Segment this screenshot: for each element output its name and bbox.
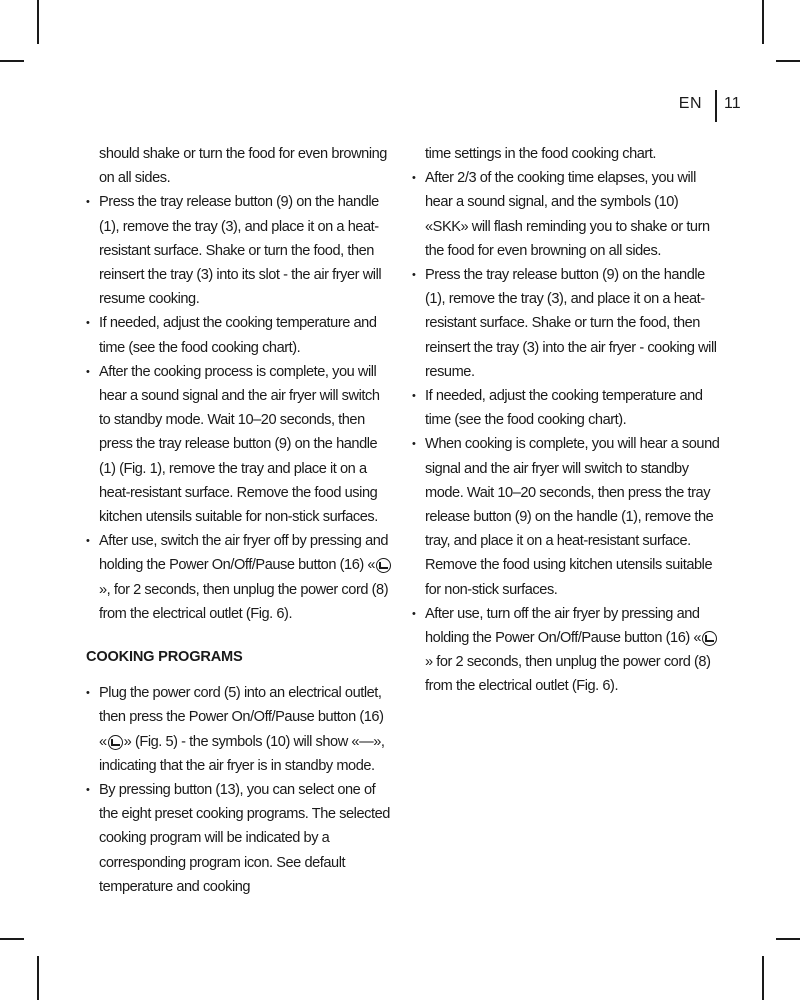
list-item-text: » for 2 seconds, then unplug the power cord (8) from the electrical outlet (Fig. 6). [425, 654, 711, 695]
list-item-text: After use, turn off the air fryer by pressing and holding the Power On/Off/Pause button (16) « [425, 605, 702, 647]
instruction-list [86, 681, 394, 899]
instruction-list [412, 166, 720, 698]
continued-text: time settings in the food cooking chart. [425, 146, 657, 162]
list-item: • If needed, adjust the cooking temperature and time (see the food cooking chart). [412, 384, 720, 432]
list-item: • Press the tray release button (9) on the handle (1), remove the tray (3), and place it on a heat-resistant surface. Shake or turn the food, then reinsert the tray (3) into the air fryer - cooking will resume. [412, 263, 720, 384]
power-pause-icon [376, 558, 391, 573]
list-item: • If needed, adjust the cooking temperature and time (see the food cooking chart). [86, 311, 394, 359]
list-item-text: Plug the power cord (5) into an electrical outlet, then press the Power On/Off/Pause button (16) « [99, 685, 384, 750]
crop-mark-bottom-left-v [37, 956, 39, 1000]
crop-mark-top-left-h [0, 60, 24, 62]
crop-mark-bottom-left-h [0, 938, 24, 940]
list-item: • By pressing button (13), you can select one of the eight preset cooking programs. The selected cooking program will be indicated by a corresponding program icon. See default temperature and cooking [86, 778, 394, 899]
page-number: 11 [724, 95, 741, 112]
list-item-text: », for 2 seconds, then unplug the power cord (8) from the electrical outlet (Fig. 6). [99, 581, 389, 622]
crop-mark-top-right-v [762, 0, 764, 44]
list-item: • After 2/3 of the cooking time elapses, you will hear a sound signal, and the symbols (10) «SKK» will flash reminding you to shake or turn the food for even browning on all sides. [412, 166, 720, 263]
crop-mark-bottom-right-h [776, 938, 800, 940]
power-pause-icon [702, 631, 717, 646]
instruction-list [86, 190, 394, 626]
list-item: • Press the tray release button (9) on the handle (1), remove the tray (3), and place it on a heat-resistant surface. Shake or turn the food, then reinsert the tray (3) into its slot - the air fryer will resume cooking. [86, 190, 394, 311]
crop-mark-top-left-v [37, 0, 39, 44]
power-pause-icon [108, 735, 123, 750]
page-header [670, 90, 740, 122]
list-item [86, 529, 394, 626]
crop-mark-bottom-right-v [762, 956, 764, 1000]
continued-text: should shake or turn the food for even browning on all sides. [99, 146, 387, 187]
list-item [412, 602, 720, 699]
list-item [86, 681, 394, 778]
list-item: • When cooking is complete, you will hear a sound signal and the air fryer will switch to standby mode. Wait 10–20 seconds, then press the tray release button (9) on the handle (1), remove the tray, and place it on a heat-resistant surface. Remove the food using kitchen utensils suitable for non-stick surfaces. [412, 432, 720, 601]
crop-mark-top-right-h [776, 60, 800, 62]
list-item-text: » (Fig. 5) - the symbols (10) will show «—», indicating that the air fryer is in standby mode. [99, 733, 385, 774]
header-divider [715, 90, 717, 122]
section-title: COOKING PROGRAMS [86, 649, 243, 666]
list-item: • After the cooking process is complete, you will hear a sound signal and the air fryer will switch to standby mode. Wait 10–20 seconds, then press the tray release button (9) on the handle (1) (Fig. 1), remove the tray and place it on a heat-resistant surface. Remove the food using kitchen utensils suitable for non-stick surfaces. [86, 360, 394, 529]
language-code: EN [678, 95, 702, 112]
list-item-text: After use, switch the air fryer off by pressing and holding the Power On/Off/Pause button (16) « [99, 533, 389, 574]
left-column [86, 142, 394, 899]
right-column [412, 142, 720, 699]
